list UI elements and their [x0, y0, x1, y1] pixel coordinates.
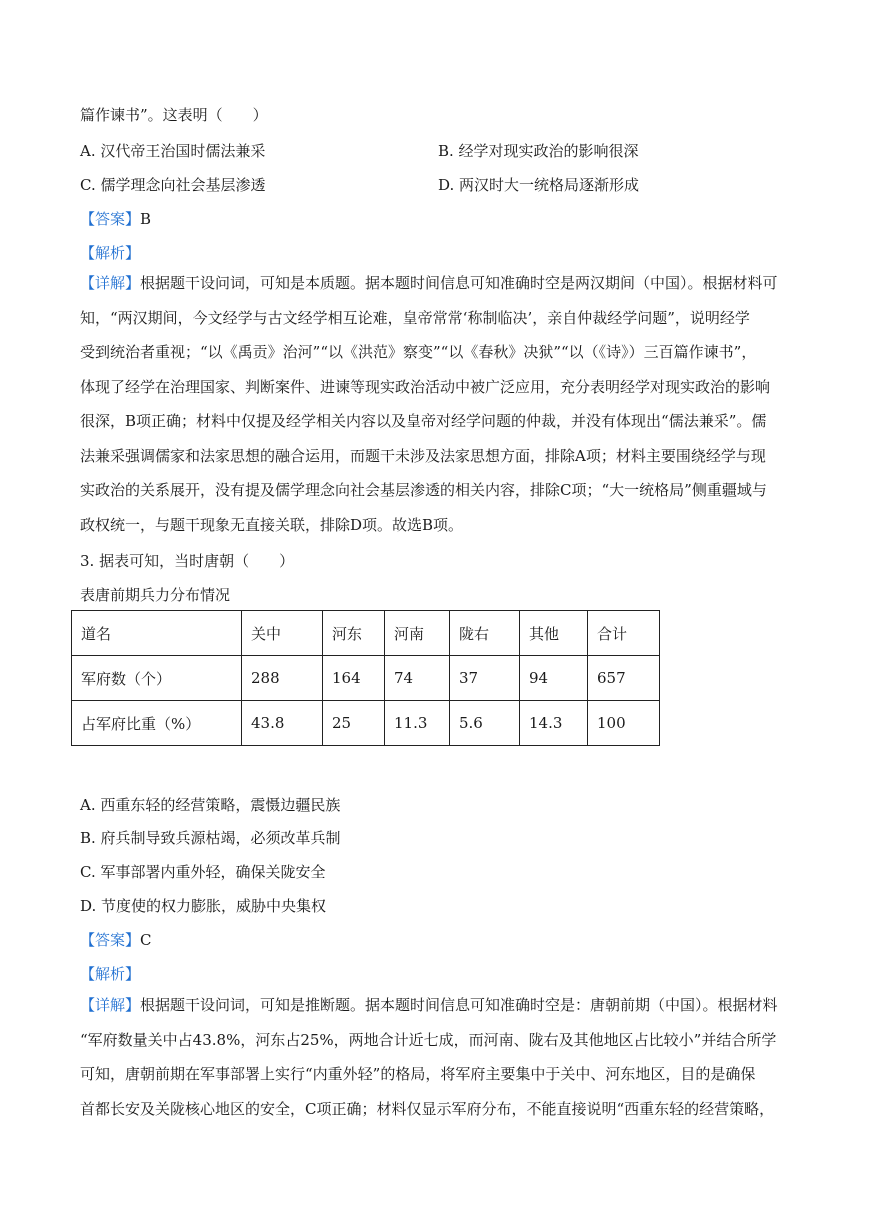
table-row [72, 656, 660, 701]
table-header-cell: 关中 [242, 611, 323, 656]
detail-line: 实政治的关系展开，没有提及儒学理念向社会基层渗透的相关内容，排除C项；“大一统格局”侧重疆域与 [80, 481, 767, 499]
table-cell: 288 [242, 656, 323, 701]
detail-line: 【详解】根据题干设问词，可知是本质题。据本题时间信息可知准确时空是两汉期间（中国）。根据材料可 [80, 274, 778, 292]
table-header-cell: 河南 [385, 611, 450, 656]
detail-line: 政权统一，与题干现象无直接关联，排除D项。故选B项。 [80, 515, 464, 534]
answer-label: 【答案】 [80, 210, 141, 228]
troop-distribution-table [71, 610, 660, 746]
detail-line: 可知，唐朝前期在军事部署上实行“内重外轻”的格局，将军府主要集中于关中、河东地区，目的是确保 [80, 1065, 756, 1083]
table-cell: 94 [520, 656, 588, 701]
q3-detail [80, 988, 800, 1126]
answer-value: C [140, 931, 152, 949]
q2-detail [80, 266, 800, 542]
q3-option-b: B. 府兵制导致兵源枯竭，必须改革兵制 [80, 829, 341, 847]
table-cell: 657 [588, 656, 660, 701]
q3-option-d: D. 节度使的权力膨胀，威胁中央集权 [80, 897, 327, 915]
table-header-cell: 合计 [588, 611, 660, 656]
q3-option-a: A. 西重东轻的经营策略，震慑边疆民族 [80, 796, 341, 814]
detail-line: 法兼采强调儒家和法家思想的融合运用，而题干未涉及法家思想方面，排除A项；材料主要围绕经学与现 [80, 446, 766, 465]
table-cell: 37 [450, 656, 520, 701]
table-cell: 军府数（个） [72, 656, 242, 701]
detail-line: 很深，B项正确；材料中仅提及经学相关内容以及皇帝对经学问题的仲裁，并没有体现出“儒法兼采”。儒 [80, 412, 767, 430]
q3-option-c: C. 军事部署内重外轻，确保关陇安全 [80, 863, 326, 881]
detail-line: “军府数量关中占43.8%，河东占25%，两地合计近七成，而河南、陇右及其他地区占比较小”并结合所学 [80, 1030, 777, 1049]
analysis-label: 【解析】 [80, 244, 141, 262]
detail-label: 【详解】 [80, 996, 141, 1014]
table-header-cell: 陇右 [450, 611, 520, 656]
table-row [72, 701, 660, 746]
answer-label: 【答案】 [80, 931, 141, 949]
table-header-cell: 道名 [72, 611, 242, 656]
table-cell: 占军府比重（%） [72, 701, 242, 746]
question-3-stem: 3. 据表可知，当时唐朝（ ） [80, 552, 295, 570]
table-cell: 100 [588, 701, 660, 746]
table-header-cell: 其他 [520, 611, 588, 656]
answer-value: B [140, 210, 152, 228]
detail-line: 首都长安及关陇核心地区的安全，C项正确；材料仅显示军府分布，不能直接说明“西重东轻的经营策略， [80, 1099, 775, 1118]
detail-line: 【详解】根据题干设问词，可知是推断题。据本题时间信息可知准确时空是：唐朝前期（中国）。根据材料 [80, 996, 778, 1014]
detail-label: 【详解】 [80, 274, 141, 292]
detail-line: 受到统治者重视；“以《禹贡》治河”“以《洪范》察变”“以《春秋》决狱”“以（《诗》）三百篇作谏书”， [80, 343, 757, 361]
table-cell: 43.8 [242, 701, 323, 746]
q3-answer [80, 930, 152, 950]
table-title: 表唐前期兵力分布情况 [80, 586, 231, 604]
analysis-label: 【解析】 [80, 965, 141, 983]
table-cell: 74 [385, 656, 450, 701]
table-cell: 164 [323, 656, 385, 701]
q2-option-b: B. 经学对现实政治的影响很深 [438, 142, 639, 160]
table-cell: 25 [323, 701, 385, 746]
table-header-cell: 河东 [323, 611, 385, 656]
q2-option-a: A. 汉代帝王治国时儒法兼采 [80, 142, 266, 160]
detail-line: 知，“两汉期间，今文经学与古文经学相互论难，皇帝常常‘称制临决’，亲自仲裁经学问题”，说明经学 [80, 308, 750, 327]
table-header-row [72, 611, 660, 656]
q2-analysis-heading [80, 243, 140, 263]
table-cell: 11.3 [385, 701, 450, 746]
q2-option-c: C. 儒学理念向社会基层渗透 [80, 176, 266, 194]
table-cell: 5.6 [450, 701, 520, 746]
q2-answer [80, 209, 151, 229]
q3-analysis-heading [80, 964, 140, 984]
table-cell: 14.3 [520, 701, 588, 746]
detail-line: 体现了经学在治理国家、判断案件、进谏等现实政治活动中被广泛应用，充分表明经学对现实政治的影响 [80, 377, 771, 396]
question-2-stem-tail: 篇作谏书”。这表明（ ） [80, 106, 268, 124]
q2-option-d: D. 两汉时大一统格局逐渐形成 [438, 176, 640, 194]
